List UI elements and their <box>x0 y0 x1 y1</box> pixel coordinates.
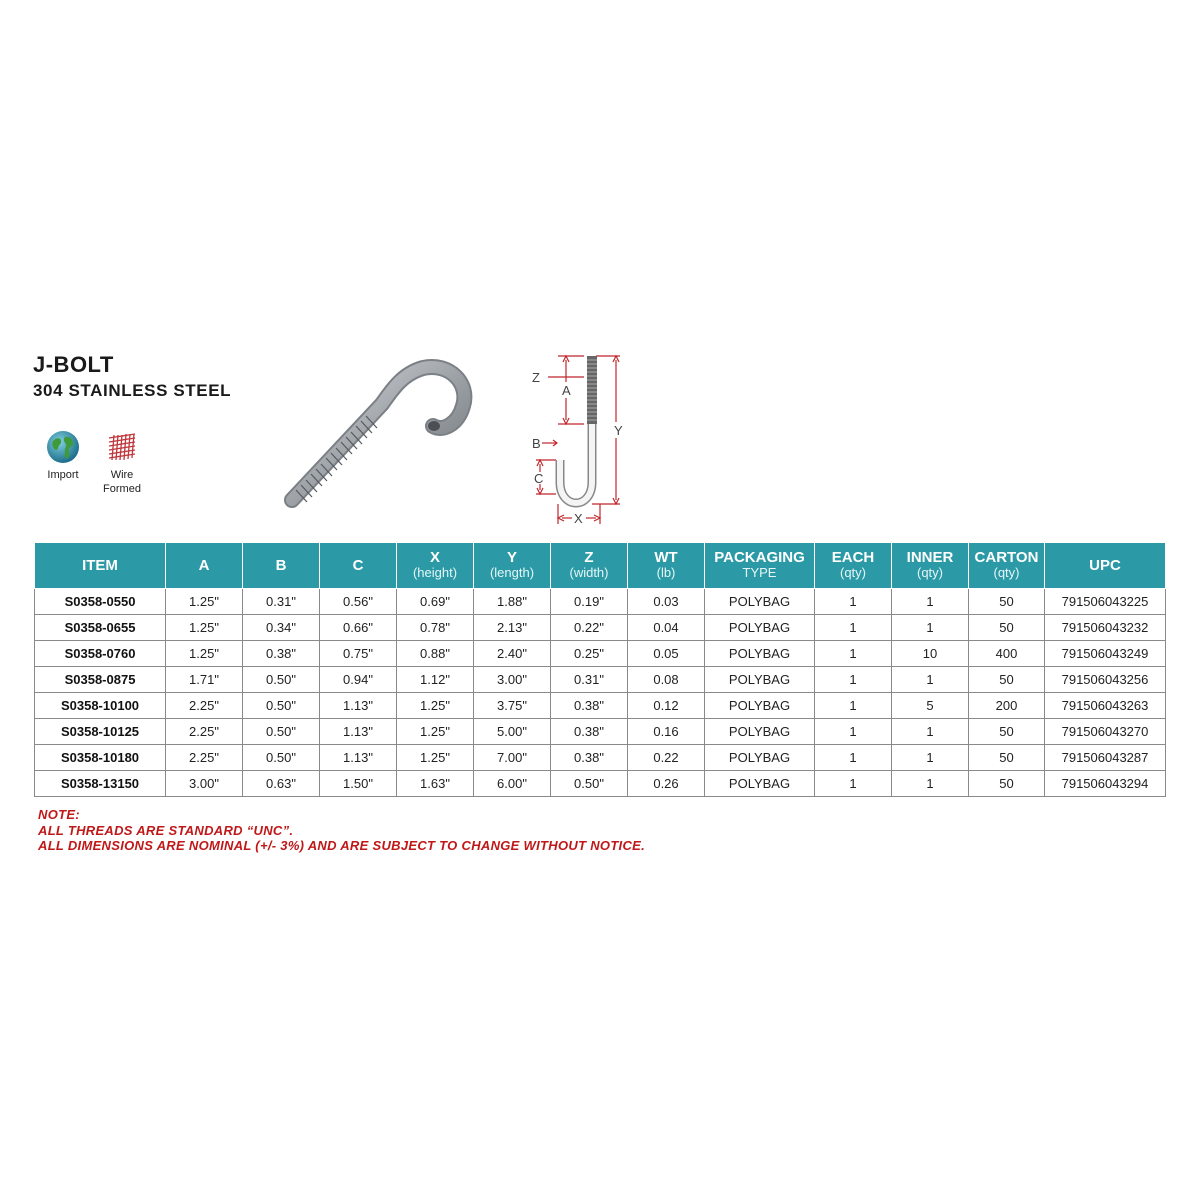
table-cell: 1.13" <box>320 693 397 719</box>
table-cell: 1.25" <box>397 745 474 771</box>
table-cell: 0.50" <box>243 693 320 719</box>
column-header-label: EACH <box>831 549 875 566</box>
column-header <box>1045 543 1166 589</box>
table-cell: POLYBAG <box>705 719 815 745</box>
column-header-label: A <box>198 557 210 574</box>
import-label: Import <box>47 469 79 481</box>
table-row <box>35 719 1166 745</box>
dimension-diagram <box>528 352 633 532</box>
table-row <box>35 667 1166 693</box>
item-cell: S0358-10125 <box>35 719 166 745</box>
table-cell: 1.88" <box>474 589 551 615</box>
table-cell: 0.69" <box>397 589 474 615</box>
table-cell: 0.75" <box>320 641 397 667</box>
table-cell: 0.66" <box>320 615 397 641</box>
table-cell: 1 <box>815 641 892 667</box>
column-header-sub: (length) <box>489 565 535 580</box>
table-cell: 0.19" <box>551 589 628 615</box>
notes-heading: NOTE: <box>38 807 80 822</box>
table-cell: 3.00" <box>166 771 243 797</box>
item-cell: S0358-0655 <box>35 615 166 641</box>
table-cell: 0.56" <box>320 589 397 615</box>
column-header-label: UPC <box>1089 557 1121 574</box>
table-cell: 1 <box>892 667 969 693</box>
table-cell: 1 <box>892 589 969 615</box>
spec-table <box>34 542 1166 797</box>
table-cell: 0.50" <box>551 771 628 797</box>
table-cell: 400 <box>969 641 1045 667</box>
table-cell: 2.25" <box>166 693 243 719</box>
table-cell: 1 <box>892 615 969 641</box>
table-cell: 0.26 <box>628 771 705 797</box>
wire-mesh-icon <box>105 430 139 464</box>
table-cell: 1.63" <box>397 771 474 797</box>
table-cell: 0.31" <box>243 589 320 615</box>
column-header <box>243 543 320 589</box>
table-cell: 1 <box>815 771 892 797</box>
table-cell: 0.03 <box>628 589 705 615</box>
item-cell: S0358-0760 <box>35 641 166 667</box>
item-cell: S0358-0550 <box>35 589 166 615</box>
table-cell: 1 <box>892 771 969 797</box>
table-row <box>35 615 1166 641</box>
table-cell: 0.38" <box>551 719 628 745</box>
column-header <box>969 543 1045 589</box>
table-cell: 791506043249 <box>1045 641 1166 667</box>
column-header-sub: (lb) <box>656 565 676 580</box>
wire-formed-badge <box>96 430 148 496</box>
dim-label-a: A <box>562 383 571 398</box>
table-cell: 791506043287 <box>1045 745 1166 771</box>
table-cell: 0.38" <box>243 641 320 667</box>
table-cell: 2.40" <box>474 641 551 667</box>
notes-line: ALL DIMENSIONS ARE NOMINAL (+/- 3%) AND ARE SUBJECT TO CHANGE WITHOUT NOTICE. <box>38 838 646 853</box>
column-header <box>551 543 628 589</box>
table-cell: 1 <box>815 719 892 745</box>
table-cell: 5 <box>892 693 969 719</box>
table-cell: 50 <box>969 667 1045 693</box>
table-cell: 791506043232 <box>1045 615 1166 641</box>
table-cell: 2.25" <box>166 719 243 745</box>
column-header <box>892 543 969 589</box>
notes-line: ALL THREADS ARE STANDARD “UNC”. <box>38 822 294 838</box>
table-cell: 0.38" <box>551 745 628 771</box>
table-cell: 1 <box>892 745 969 771</box>
table-cell: 1.25" <box>166 615 243 641</box>
dim-label-y: Y <box>614 423 623 438</box>
table-cell: 0.88" <box>397 641 474 667</box>
dim-label-x: X <box>574 511 583 526</box>
column-header-label: INNER <box>906 549 954 566</box>
table-cell: 50 <box>969 771 1045 797</box>
table-cell: 50 <box>969 589 1045 615</box>
table-cell: 0.25" <box>551 641 628 667</box>
column-header <box>705 543 815 589</box>
table-cell: 791506043270 <box>1045 719 1166 745</box>
table-header-row <box>35 543 1166 589</box>
column-header-label: Z <box>584 549 594 566</box>
column-header-label: ITEM <box>82 557 118 574</box>
table-cell: 50 <box>969 615 1045 641</box>
item-cell: S0358-13150 <box>35 771 166 797</box>
table-cell: 0.34" <box>243 615 320 641</box>
dim-label-b: B <box>532 436 541 451</box>
table-cell: 1 <box>815 589 892 615</box>
table-cell: 1.25" <box>397 693 474 719</box>
notes <box>38 807 645 854</box>
wire-formed-label: Wire Formed <box>103 469 141 495</box>
item-cell: S0358-10180 <box>35 745 166 771</box>
table-cell: POLYBAG <box>705 667 815 693</box>
table-cell: 0.50" <box>243 745 320 771</box>
import-badge <box>40 430 86 482</box>
table-cell: POLYBAG <box>705 641 815 667</box>
table-cell: 1 <box>815 667 892 693</box>
table-cell: 1.12" <box>397 667 474 693</box>
column-header-label: PACKAGING <box>714 549 805 566</box>
item-cell: S0358-10100 <box>35 693 166 719</box>
table-row <box>35 589 1166 615</box>
dim-label-z: Z <box>532 370 540 385</box>
table-cell: 0.08 <box>628 667 705 693</box>
table-cell: 7.00" <box>474 745 551 771</box>
column-header <box>166 543 243 589</box>
table-cell: 10 <box>892 641 969 667</box>
column-header <box>474 543 551 589</box>
table-cell: 1.50" <box>320 771 397 797</box>
table-body <box>35 589 1166 797</box>
globe-icon <box>46 430 80 464</box>
column-header <box>35 543 166 589</box>
column-header-sub: (qty) <box>993 565 1020 580</box>
j-bolt-photo <box>278 354 478 516</box>
column-header-sub: (qty) <box>917 565 943 580</box>
item-cell: S0358-0875 <box>35 667 166 693</box>
column-header <box>397 543 474 589</box>
column-header-label: B <box>275 557 287 574</box>
page-title: J-BOLT <box>33 352 114 377</box>
table-row <box>35 693 1166 719</box>
table-cell: 1 <box>815 693 892 719</box>
table-cell: POLYBAG <box>705 693 815 719</box>
table-cell: 1 <box>815 745 892 771</box>
table-cell: 6.00" <box>474 771 551 797</box>
table-row <box>35 641 1166 667</box>
table-cell: 1.13" <box>320 745 397 771</box>
column-header-label: C <box>352 557 364 574</box>
table-cell: 0.94" <box>320 667 397 693</box>
page-subtitle: 304 STAINLESS STEEL <box>33 381 232 400</box>
table-cell: 791506043256 <box>1045 667 1166 693</box>
table-cell: 0.38" <box>551 693 628 719</box>
table-cell: 0.16 <box>628 719 705 745</box>
table-cell: 2.13" <box>474 615 551 641</box>
table-cell: 1 <box>815 615 892 641</box>
table-cell: 200 <box>969 693 1045 719</box>
table-cell: 0.12 <box>628 693 705 719</box>
table-cell: 791506043225 <box>1045 589 1166 615</box>
column-header-label: WT <box>654 549 678 566</box>
column-header <box>815 543 892 589</box>
column-header-sub: TYPE <box>742 565 777 580</box>
table-cell: 1.25" <box>397 719 474 745</box>
table-cell: 0.50" <box>243 667 320 693</box>
table-cell: POLYBAG <box>705 745 815 771</box>
table-cell: 0.78" <box>397 615 474 641</box>
column-header-label: X <box>429 549 440 566</box>
dim-label-c: C <box>534 471 544 486</box>
table-cell: 3.00" <box>474 667 551 693</box>
table-cell: 1.13" <box>320 719 397 745</box>
table-row <box>35 771 1166 797</box>
column-header <box>320 543 397 589</box>
table-cell: 50 <box>969 719 1045 745</box>
table-cell: POLYBAG <box>705 771 815 797</box>
column-header-label: CARTON <box>974 549 1039 566</box>
table-row <box>35 745 1166 771</box>
table-cell: 0.50" <box>243 719 320 745</box>
table-cell: 1 <box>892 719 969 745</box>
table-cell: 50 <box>969 745 1045 771</box>
column-header-sub: (height) <box>412 565 458 580</box>
table-cell: 0.22 <box>628 745 705 771</box>
table-cell: 3.75" <box>474 693 551 719</box>
table-cell: 2.25" <box>166 745 243 771</box>
column-header <box>628 543 705 589</box>
column-header-sub: (width) <box>569 565 609 580</box>
table-cell: POLYBAG <box>705 589 815 615</box>
table-cell: 791506043263 <box>1045 693 1166 719</box>
table-cell: POLYBAG <box>705 615 815 641</box>
table-cell: 5.00" <box>474 719 551 745</box>
column-header-sub: (qty) <box>840 565 866 580</box>
table-cell: 791506043294 <box>1045 771 1166 797</box>
table-cell: 1.25" <box>166 589 243 615</box>
table-cell: 0.05 <box>628 641 705 667</box>
table-cell: 0.63" <box>243 771 320 797</box>
table-cell: 0.04 <box>628 615 705 641</box>
column-header-label: Y <box>506 549 517 566</box>
table-cell: 0.31" <box>551 667 628 693</box>
table-cell: 1.25" <box>166 641 243 667</box>
table-cell: 1.71" <box>166 667 243 693</box>
table-cell: 0.22" <box>551 615 628 641</box>
